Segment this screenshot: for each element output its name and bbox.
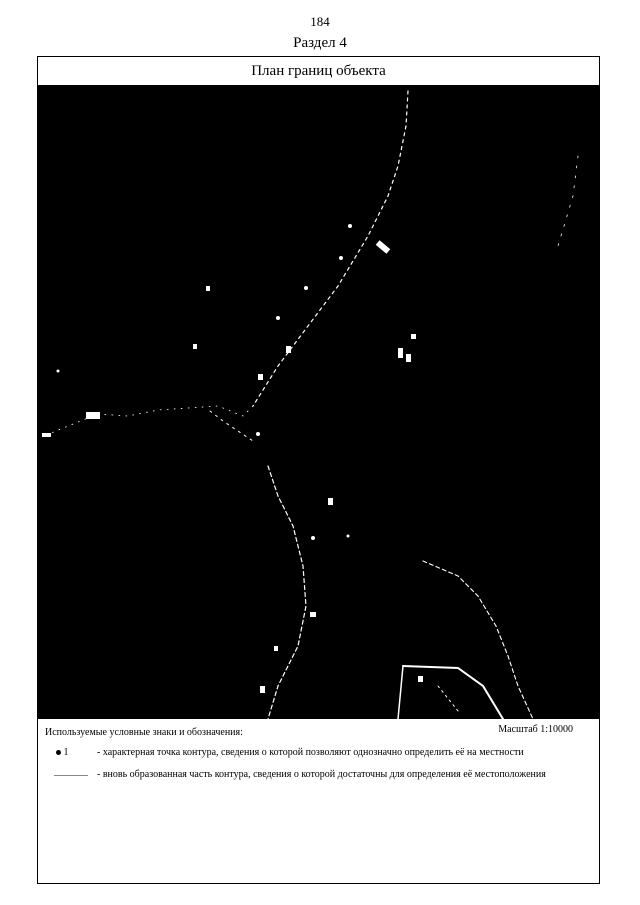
section-title: Раздел 4 (293, 35, 347, 51)
scale-label: Масштаб 1:10000 (498, 724, 573, 735)
boundary-map-image (38, 86, 599, 719)
point-symbol-label: 1 (63, 747, 69, 758)
point-symbol (56, 747, 69, 758)
map-features (38, 86, 599, 719)
legend-heading: Используемые условные знаки и обозначения: (45, 727, 243, 738)
legend-item-text: - характерная точка контура, сведения о которой позволяют однозначно определить её на местности (97, 747, 524, 758)
plan-frame (37, 56, 600, 884)
plan-title: План границ объекта (38, 57, 599, 86)
page-number: 184 (310, 14, 330, 29)
legend-item-text: - вновь образованная часть контура, сведения о которой достаточны для определения её местоположения (97, 769, 546, 780)
point-dot-icon (56, 750, 61, 755)
line-symbol-icon (54, 775, 88, 776)
